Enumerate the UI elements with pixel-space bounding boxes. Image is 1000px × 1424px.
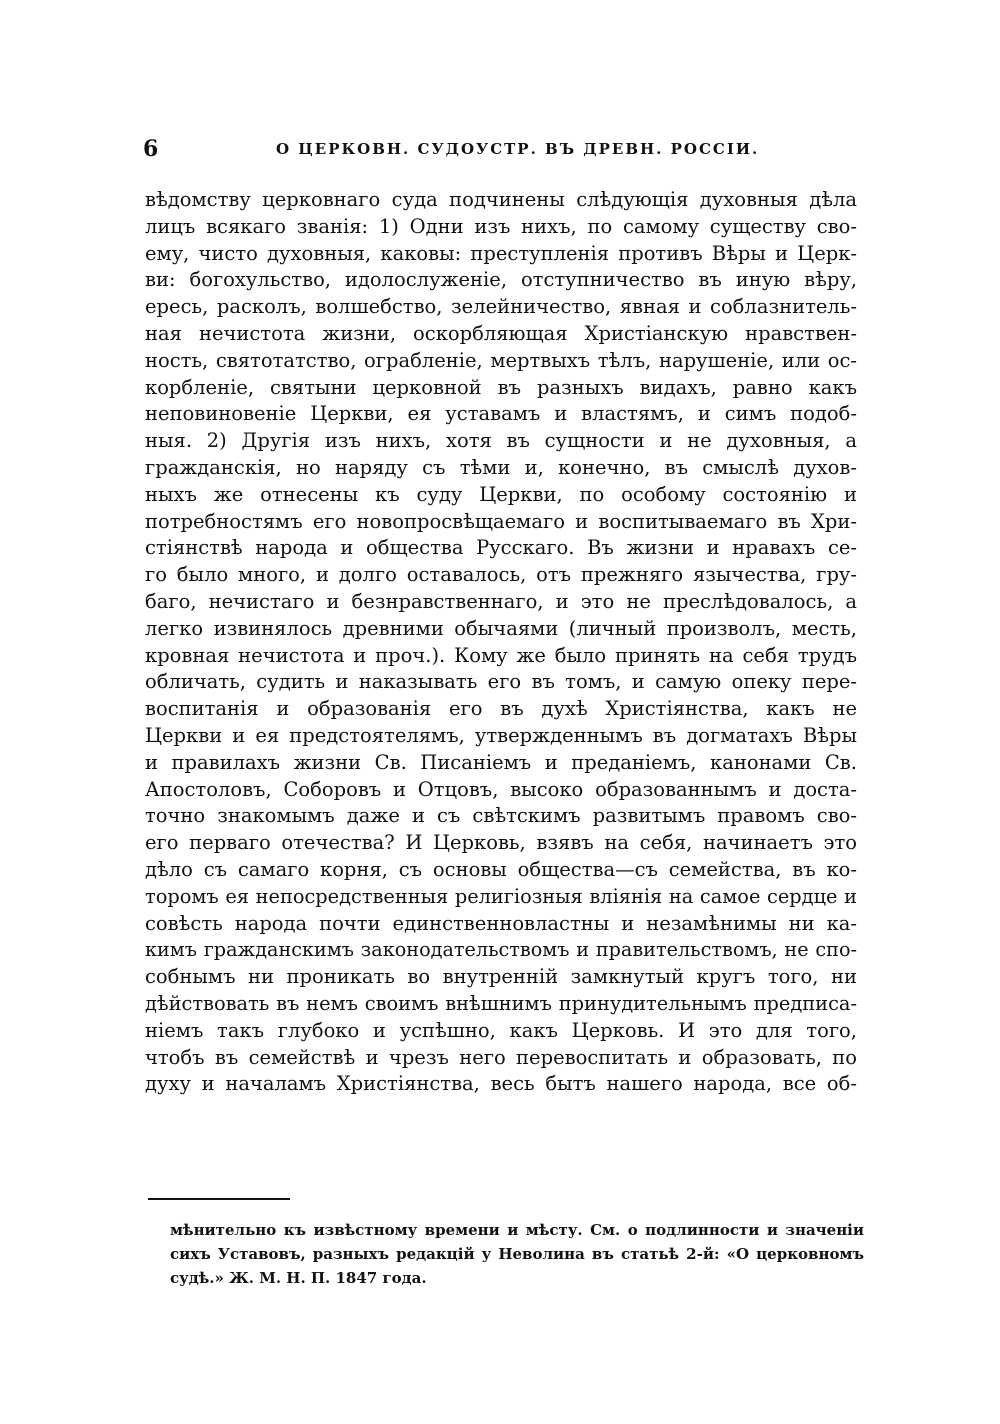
text-line: потребностямъ его новопросвѣщаемаго и воспитываемаго въ Хри- (145, 509, 857, 533)
text-line: стіянствѣ народа и общества Русскаго. Въ жизни и нравахъ се- (145, 536, 857, 560)
text-line: вѣдомству церковнаго суда подчинены слѣдующія духовныя дѣла (145, 188, 857, 211)
text-line: неповиновеніе Церкви, ея уставамъ и властямъ, и симъ подоб- (145, 402, 857, 426)
footnote-line: мѣнительно къ извѣстному времени и мѣсту. См. о подлинности и значеніи (170, 1221, 864, 1239)
text-line: корбленіе, святыни церковной въ разныхъ видахъ, равно какъ (145, 375, 857, 399)
text-line: баго, нечистаго и безнравственнаго, и это не преслѣдовалось, а (145, 589, 857, 613)
text-line: кровная нечистота и проч.). Кому же было принять на себя трудъ (145, 643, 857, 667)
text-line: гражданскія, но наряду съ тѣми и, конечно, въ смыслѣ духов- (145, 455, 857, 479)
text-line: Церкви и ея предстоятелямъ, утвержденнымъ въ догматахъ Вѣры (145, 723, 857, 747)
main-text (145, 187, 857, 1098)
footnote-divider (148, 1198, 290, 1200)
text-line: Апостоловъ, Соборовъ и Отцовъ, высоко образованнымъ и доста- (145, 777, 857, 801)
text-line: совѣсть народа почти единственновластны и незамѣнимы ни ка- (145, 911, 857, 935)
text-line: обличать, судить и наказывать его въ томъ, и самую опеку пере- (145, 670, 857, 694)
text-line: и правилахъ жизни Св. Писаніемъ и преданіемъ, канонами Св. (145, 750, 857, 774)
text-line: ная нечистота жизни, оскорбляющая Христіанскую нравствен- (145, 321, 857, 345)
footnotes (170, 1218, 864, 1290)
text-line: дѣло съ самаго корня, съ основы общества—съ семейства, въ ко- (145, 857, 857, 881)
text-line: воспитанія и образованія его въ духѣ Христіянства, какъ не (145, 697, 857, 721)
page-number: 6 (143, 136, 159, 162)
page-header (143, 136, 863, 166)
text-line: ность, святотатство, ограбленіе, мертвыхъ тѣлъ, нарушеніе, или ос- (145, 348, 857, 372)
footnote-line: судѣ.» Ж. М. Н. П. 1847 года. (170, 1269, 427, 1287)
text-line: легко извинялось древними обычаями (личный произволъ, месть, (145, 616, 857, 640)
text-line: собнымъ ни проникать во внутренній замкнутый кругъ того, ни (145, 965, 857, 989)
text-line: лицъ всякаго званія: 1) Одни изъ нихъ, по самому существу сво- (145, 214, 857, 238)
text-line: духу и началамъ Христіянства, весь бытъ нашего народа, все об- (145, 1072, 857, 1096)
text-line: ніемъ такъ глубоко и успѣшно, какъ Церковь. И это для того, (145, 1018, 857, 1042)
text-line: точно знакомымъ даже и съ свѣтскимъ развитымъ правомъ сво- (145, 804, 857, 828)
text-line: торомъ ея непосредственныя религіозныя вліянія на самое сердце и (145, 884, 857, 908)
text-line: ересь, расколъ, волшебство, зелейничество, явная и соблазнитель- (145, 295, 857, 319)
text-line: чтобъ въ семействѣ и чрезъ него перевоспитать и образовать, по (145, 1045, 857, 1069)
text-line: дѣйствовать въ немъ своимъ внѣшнимъ принудительнымъ предписа- (145, 991, 857, 1015)
text-line: ви: богохульство, идолослуженіе, отступничество въ иную вѣру, (145, 268, 857, 292)
text-line: ныхъ же отнесены къ суду Церкви, по особому состоянію и (145, 482, 857, 506)
running-title: О ЦЕРКОВН. СУДОУСТР. ВЪ ДРЕВН. РОССIИ. (276, 140, 760, 158)
text-line: ему, чисто духовныя, каковы: преступленія противъ Вѣры и Церк- (145, 241, 857, 265)
text-line: кимъ гражданскимъ законодательствомъ и правительствомъ, не спо- (145, 938, 857, 962)
text-line: ныя. 2) Другія изъ нихъ, хотя въ сущности и не духовныя, а (145, 429, 857, 453)
text-line: его перваго отечества? И Церковь, взявъ на себя, начинаетъ это (145, 831, 857, 855)
footnote-line: сихъ Уставовъ, разныхъ редакцій у Неволина въ статьѣ 2-й: «О церковномъ (170, 1245, 864, 1263)
text-line: го было много, и долго оставалось, отъ прежняго язычества, гру- (145, 563, 857, 587)
